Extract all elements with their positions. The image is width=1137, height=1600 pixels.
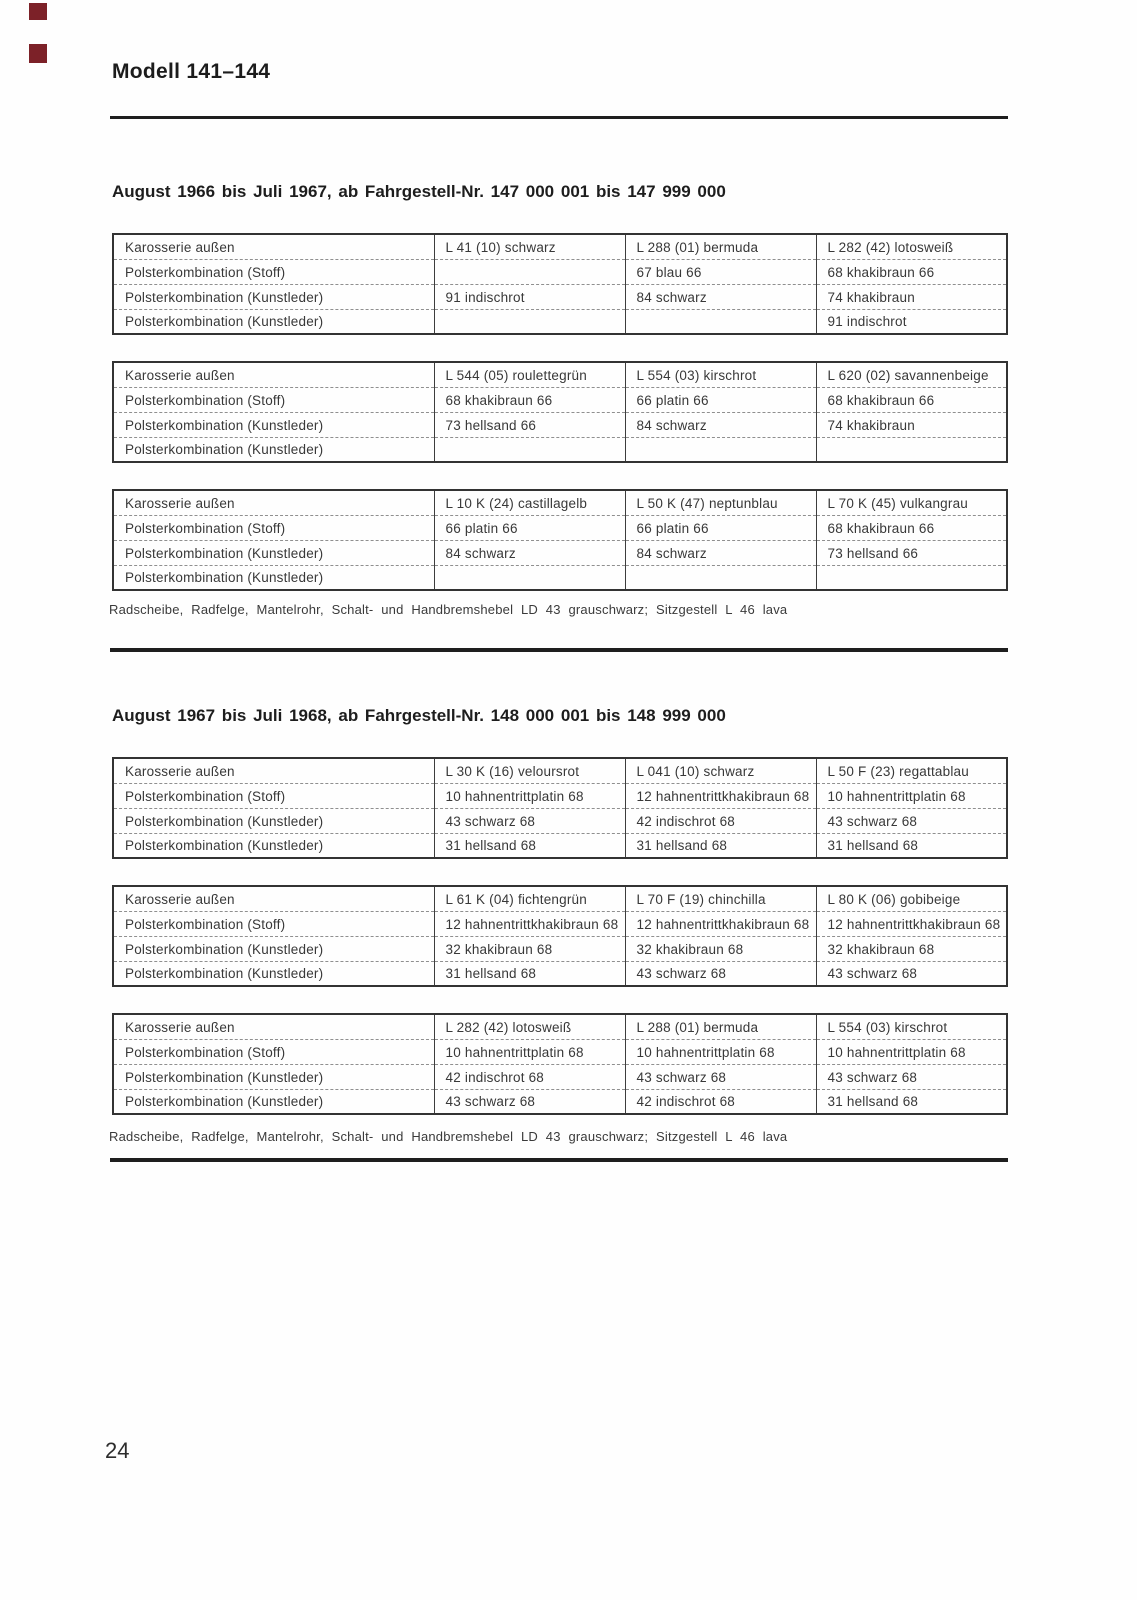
color-value-cell: L 620 (02) savannenbeige bbox=[816, 362, 1007, 387]
row-label: Polsterkombination (Stoff) bbox=[113, 1039, 434, 1064]
color-value-cell: 12 hahnentrittkhakibraun 68 bbox=[625, 783, 816, 808]
row-label: Polsterkombination (Stoff) bbox=[113, 387, 434, 412]
color-value-cell bbox=[816, 437, 1007, 462]
table-row bbox=[113, 437, 1007, 462]
row-label: Polsterkombination (Stoff) bbox=[113, 911, 434, 936]
table-row bbox=[113, 808, 1007, 833]
color-value-cell: 68 khakibraun 66 bbox=[434, 387, 625, 412]
table-row bbox=[113, 833, 1007, 858]
color-value-cell: L 70 F (19) chinchilla bbox=[625, 886, 816, 911]
color-value-cell: L 554 (03) kirschrot bbox=[816, 1014, 1007, 1039]
color-value-cell: 10 hahnentrittplatin 68 bbox=[434, 1039, 625, 1064]
section-heading-1967-1968: August 1967 bis Juli 1968, ab Fahrgestell-Nr. 148 000 001 bis 148 999 000 bbox=[112, 706, 726, 725]
row-label: Polsterkombination (Kunstleder) bbox=[113, 808, 434, 833]
table-row bbox=[113, 259, 1007, 284]
color-value-cell: 43 schwarz 68 bbox=[816, 961, 1007, 986]
tables-section-1 bbox=[112, 233, 1008, 617]
table-row bbox=[113, 783, 1007, 808]
row-label: Polsterkombination (Kunstleder) bbox=[113, 412, 434, 437]
color-value-cell: 74 khakibraun bbox=[816, 284, 1007, 309]
color-value-cell: 12 hahnentrittkhakibraun 68 bbox=[816, 911, 1007, 936]
row-label: Karosserie außen bbox=[125, 495, 235, 511]
table-row bbox=[113, 936, 1007, 961]
color-value-cell: 68 khakibraun 66 bbox=[816, 515, 1007, 540]
color-value-cell bbox=[434, 565, 625, 590]
color-value-cell: L 41 (10) schwarz bbox=[434, 234, 625, 259]
table-row bbox=[113, 362, 1007, 387]
color-value-cell: 91 indischrot bbox=[816, 309, 1007, 334]
row-label: Polsterkombination (Kunstleder) bbox=[113, 437, 434, 462]
color-combination-table bbox=[112, 489, 1008, 591]
row-label: Polsterkombination (Kunstleder) bbox=[113, 540, 434, 565]
color-value-cell: L 041 (10) schwarz bbox=[625, 758, 816, 783]
color-value-cell bbox=[434, 437, 625, 462]
row-label: Karosserie außen bbox=[125, 239, 235, 255]
table-row bbox=[113, 309, 1007, 334]
color-value-cell: 31 hellsand 68 bbox=[434, 833, 625, 858]
color-value-cell: 74 khakibraun bbox=[816, 412, 1007, 437]
color-value-cell: L 288 (01) bermuda bbox=[625, 234, 816, 259]
row-label: Polsterkombination (Kunstleder) bbox=[113, 833, 434, 858]
table-row bbox=[113, 1014, 1007, 1039]
color-value-cell: 31 hellsand 68 bbox=[816, 1089, 1007, 1114]
page-title: Modell 141–144 bbox=[112, 60, 271, 83]
color-value-cell: L 50 K (47) neptunblau bbox=[625, 490, 816, 515]
color-value-cell: 84 schwarz bbox=[625, 284, 816, 309]
color-value-cell: L 282 (42) lotosweiß bbox=[816, 234, 1007, 259]
row-label: Polsterkombination (Kunstleder) bbox=[113, 1089, 434, 1114]
color-value-cell: 10 hahnentrittplatin 68 bbox=[816, 783, 1007, 808]
row-label: Polsterkombination (Stoff) bbox=[113, 515, 434, 540]
color-value-cell: 73 hellsand 66 bbox=[816, 540, 1007, 565]
row-label: Polsterkombination (Kunstleder) bbox=[113, 565, 434, 590]
color-value-cell: 84 schwarz bbox=[434, 540, 625, 565]
color-combination-table bbox=[112, 757, 1008, 859]
color-value-cell: 84 schwarz bbox=[625, 540, 816, 565]
row-label: Polsterkombination (Kunstleder) bbox=[113, 961, 434, 986]
tables-section-2 bbox=[112, 757, 1008, 1141]
color-value-cell: L 544 (05) roulettegrün bbox=[434, 362, 625, 387]
row-label: Karosserie außen bbox=[125, 763, 235, 779]
color-combination-table bbox=[112, 361, 1008, 463]
table-row bbox=[113, 284, 1007, 309]
color-value-cell: L 80 K (06) gobibeige bbox=[816, 886, 1007, 911]
color-value-cell: 32 khakibraun 68 bbox=[625, 936, 816, 961]
table-row bbox=[113, 961, 1007, 986]
row-label: Karosserie außen bbox=[125, 891, 235, 907]
color-value-cell: 73 hellsand 66 bbox=[434, 412, 625, 437]
color-value-cell: 32 khakibraun 68 bbox=[816, 936, 1007, 961]
color-value-cell: 10 hahnentrittplatin 68 bbox=[434, 783, 625, 808]
color-value-cell bbox=[625, 437, 816, 462]
table-row bbox=[113, 515, 1007, 540]
color-value-cell: 12 hahnentrittkhakibraun 68 bbox=[625, 911, 816, 936]
color-value-cell: 91 indischrot bbox=[434, 284, 625, 309]
footnote-section-1: Radscheibe, Radfelge, Mantelrohr, Schalt- und Handbremshebel LD 43 grauschwarz; Sitzgestell L 46 lava bbox=[109, 602, 788, 617]
color-value-cell: 67 blau 66 bbox=[625, 259, 816, 284]
color-value-cell: 43 schwarz 68 bbox=[434, 808, 625, 833]
color-value-cell: 42 indischrot 68 bbox=[625, 1089, 816, 1114]
color-value-cell bbox=[625, 565, 816, 590]
color-value-cell: 32 khakibraun 68 bbox=[434, 936, 625, 961]
color-value-cell: 10 hahnentrittplatin 68 bbox=[816, 1039, 1007, 1064]
color-combination-table bbox=[112, 1013, 1008, 1115]
page-number: 24 bbox=[105, 1438, 130, 1463]
red-edge-mark-bottom bbox=[29, 44, 47, 63]
row-label: Polsterkombination (Kunstleder) bbox=[113, 284, 434, 309]
color-combination-table bbox=[112, 885, 1008, 987]
color-value-cell: L 70 K (45) vulkangrau bbox=[816, 490, 1007, 515]
row-label: Polsterkombination (Kunstleder) bbox=[113, 1064, 434, 1089]
color-combination-table bbox=[112, 233, 1008, 335]
color-value-cell: L 61 K (04) fichtengrün bbox=[434, 886, 625, 911]
color-value-cell bbox=[816, 565, 1007, 590]
color-value-cell: L 50 F (23) regattablau bbox=[816, 758, 1007, 783]
color-value-cell: 68 khakibraun 66 bbox=[816, 387, 1007, 412]
color-value-cell: L 30 K (16) veloursrot bbox=[434, 758, 625, 783]
color-value-cell: 31 hellsand 68 bbox=[434, 961, 625, 986]
color-value-cell: 31 hellsand 68 bbox=[816, 833, 1007, 858]
table-row bbox=[113, 387, 1007, 412]
table-row bbox=[113, 1064, 1007, 1089]
color-value-cell: L 282 (42) lotosweiß bbox=[434, 1014, 625, 1039]
row-label: Polsterkombination (Kunstleder) bbox=[113, 309, 434, 334]
section-divider-rule bbox=[110, 648, 1008, 652]
bottom-rule bbox=[110, 1158, 1008, 1162]
table-row bbox=[113, 234, 1007, 259]
color-value-cell bbox=[434, 309, 625, 334]
color-value-cell: 43 schwarz 68 bbox=[625, 1064, 816, 1089]
color-value-cell: 43 schwarz 68 bbox=[816, 1064, 1007, 1089]
color-value-cell: 42 indischrot 68 bbox=[434, 1064, 625, 1089]
color-value-cell: 43 schwarz 68 bbox=[816, 808, 1007, 833]
table-row bbox=[113, 412, 1007, 437]
color-value-cell: L 288 (01) bermuda bbox=[625, 1014, 816, 1039]
red-edge-mark-top bbox=[29, 3, 47, 20]
color-value-cell: 43 schwarz 68 bbox=[625, 961, 816, 986]
table-row bbox=[113, 911, 1007, 936]
color-value-cell: 66 platin 66 bbox=[625, 515, 816, 540]
row-label: Polsterkombination (Stoff) bbox=[113, 783, 434, 808]
row-label: Karosserie außen bbox=[125, 1019, 235, 1035]
color-value-cell bbox=[625, 309, 816, 334]
row-label: Karosserie außen bbox=[125, 367, 235, 383]
row-label: Polsterkombination (Stoff) bbox=[113, 259, 434, 284]
color-value-cell: 66 platin 66 bbox=[434, 515, 625, 540]
color-value-cell: L 554 (03) kirschrot bbox=[625, 362, 816, 387]
footnote-section-2: Radscheibe, Radfelge, Mantelrohr, Schalt- und Handbremshebel LD 43 grauschwarz; Sitzgestell L 46 lava bbox=[109, 1129, 788, 1144]
color-value-cell: L 10 K (24) castillagelb bbox=[434, 490, 625, 515]
color-value-cell: 66 platin 66 bbox=[625, 387, 816, 412]
color-value-cell: 12 hahnentrittkhakibraun 68 bbox=[434, 911, 625, 936]
table-row bbox=[113, 1089, 1007, 1114]
color-value-cell: 84 schwarz bbox=[625, 412, 816, 437]
color-value-cell: 31 hellsand 68 bbox=[625, 833, 816, 858]
color-value-cell: 43 schwarz 68 bbox=[434, 1089, 625, 1114]
table-row bbox=[113, 490, 1007, 515]
row-label: Polsterkombination (Kunstleder) bbox=[113, 936, 434, 961]
color-value-cell: 42 indischrot 68 bbox=[625, 808, 816, 833]
table-row bbox=[113, 565, 1007, 590]
color-value-cell bbox=[434, 259, 625, 284]
header-rule bbox=[110, 116, 1008, 119]
table-row bbox=[113, 758, 1007, 783]
table-row bbox=[113, 1039, 1007, 1064]
color-value-cell: 10 hahnentrittplatin 68 bbox=[625, 1039, 816, 1064]
table-row bbox=[113, 886, 1007, 911]
table-row bbox=[113, 540, 1007, 565]
color-value-cell: 68 khakibraun 66 bbox=[816, 259, 1007, 284]
section-heading-1966-1967: August 1966 bis Juli 1967, ab Fahrgestell-Nr. 147 000 001 bis 147 999 000 bbox=[112, 182, 726, 201]
